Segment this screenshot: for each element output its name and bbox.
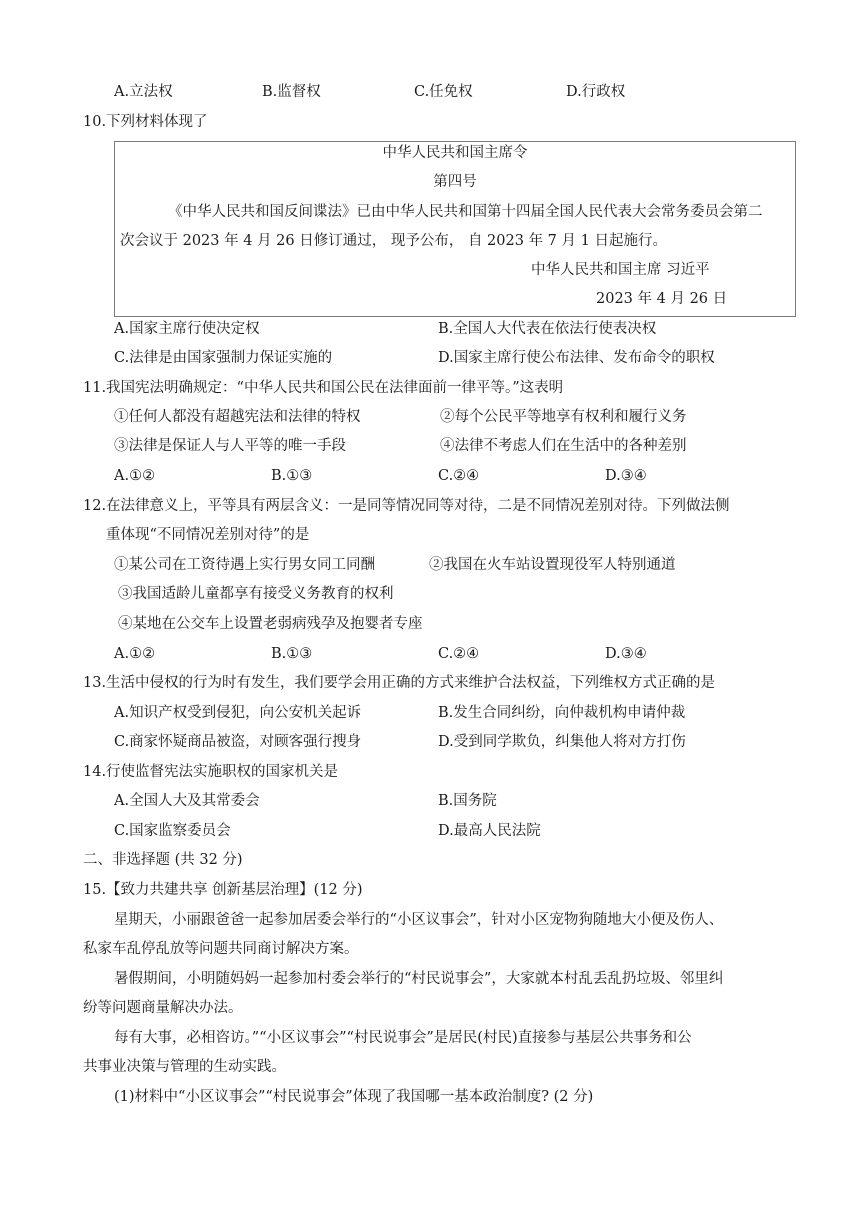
- q11-statement-3: ③法律是保证人与人平等的唯一手段: [114, 438, 346, 454]
- q12-option-c: C.②④: [438, 646, 480, 662]
- q12-statement-3: ③我国适龄儿童都享有接受义务教育的权利: [118, 586, 394, 602]
- q9-option-b: B.监督权: [262, 84, 321, 100]
- q10-option-a: A.国家主席行使决定权: [114, 321, 260, 337]
- q15-paragraph-3-line-1: 每有大事，必相咨访。”“小区议事会”“村民说事会”是居民(村民)直接参与基层公共事务和公: [114, 1030, 692, 1046]
- q15-paragraph-2-line-2: 纷等问题商量解决办法。: [83, 1000, 243, 1016]
- q15-title: 15.【致力共建共享 创新基层治理】(12 分): [83, 882, 363, 898]
- q12-stem-line-1: 12.在法律意义上，平等具有两层含义：一是同等情况同等对待，二是不同情况差别对待。下列做法侧: [83, 498, 730, 514]
- q10-stem: 10.下列材料体现了: [83, 114, 208, 130]
- q11-stem: 11.我国宪法明确规定：“中华人民共和国公民在法律面前一律平等。”这表明: [83, 380, 564, 396]
- q11-option-c: C.②④: [438, 468, 480, 484]
- q12-stem-line-2: 重体现“不同情况差别对待”的是: [106, 527, 310, 543]
- q13-option-c: C.商家怀疑商品被盗，对顾客强行搜身: [114, 734, 362, 750]
- q10-option-d: D.国家主席行使公布法律、发布命令的职权: [438, 350, 715, 366]
- q10-material-body-1: 《中华人民共和国反间谍法》已由中华人民共和国第十四届全国人民代表大会常务委员会第二: [168, 204, 763, 220]
- q14-option-c: C.国家监察委员会: [114, 823, 231, 839]
- q10-material-body-2: 次会议于 2023 年 4 月 26 日修订通过， 现予公布， 自 2023 年 7 月 1 日起施行。: [120, 233, 667, 249]
- q13-stem: 13.生活中侵权的行为时有发生，我们要学会用正确的方式来维护合法权益，下列维权方式正确的是: [83, 675, 716, 691]
- q11-option-b: B.①③: [271, 468, 313, 484]
- q13-option-b: B.发生合同纠纷，向仲裁机构申请仲裁: [438, 705, 686, 721]
- q11-statement-1: ①任何人都没有超越宪法和法律的特权: [114, 409, 361, 425]
- q10-material-number: 第四号: [433, 174, 477, 190]
- q11-statement-2: ②每个公民平等地享有权利和履行义务: [440, 409, 687, 425]
- q9-option-a: A.立法权: [114, 84, 173, 100]
- q9-option-d: D.行政权: [566, 84, 626, 100]
- q11-option-d: D.③④: [605, 468, 647, 484]
- q12-statement-1: ①某公司在工资待遇上实行男女同工同酬: [114, 557, 375, 573]
- q10-option-c: C.法律是由国家强制力保证实施的: [114, 350, 333, 366]
- q10-material-signer: 中华人民共和国主席 习近平: [531, 262, 710, 278]
- q9-option-c: C.任免权: [414, 84, 473, 100]
- q15-subquestion-1: (1)材料中“小区议事会”“村民说事会”体现了我国哪一基本政治制度? (2 分): [114, 1089, 594, 1105]
- q11-statement-4: ④法律不考虑人们在生活中的各种差别: [440, 438, 687, 454]
- q10-material-date: 2023 年 4 月 26 日: [596, 291, 728, 307]
- q13-option-a: A.知识产权受到侵犯，向公安机关起诉: [114, 705, 362, 721]
- q14-option-b: B.国务院: [438, 793, 497, 809]
- q12-option-d: D.③④: [605, 646, 647, 662]
- q11-option-a: A.①②: [114, 468, 156, 484]
- q13-option-d: D.受到同学欺负，纠集他人将对方打伤: [438, 734, 686, 750]
- q14-option-d: D.最高人民法院: [438, 823, 541, 839]
- section-2-heading: 二、非选择题 (共 32 分): [83, 852, 243, 868]
- q14-option-a: A.全国人大及其常委会: [114, 793, 260, 809]
- q12-statement-4: ④某地在公交车上设置老弱病残孕及抱婴者专座: [118, 616, 423, 632]
- q10-material-title: 中华人民共和国主席令: [382, 145, 528, 161]
- q15-paragraph-1-line-2: 私家车乱停乱放等问题共同商讨解决方案。: [83, 941, 359, 957]
- q12-statement-2: ②我国在火车站设置现役军人特别通道: [429, 557, 676, 573]
- q12-option-b: B.①③: [271, 646, 313, 662]
- q12-option-a: A.①②: [114, 646, 156, 662]
- q15-paragraph-1-line-1: 星期天，小丽跟爸爸一起参加居委会举行的“小区议事会”，针对小区宠物狗随地大小便及伤人、: [114, 912, 724, 928]
- q14-stem: 14.行使监督宪法实施职权的国家机关是: [83, 764, 339, 780]
- q15-paragraph-2-line-1: 暑假期间，小明随妈妈一起参加村委会举行的“村民说事会”，大家就本村乱丢乱扔垃圾、邻里纠: [114, 971, 724, 987]
- q10-option-b: B.全国人大代表在依法行使表决权: [438, 321, 657, 337]
- q15-paragraph-3-line-2: 共事业决策与管理的生动实践。: [83, 1059, 286, 1075]
